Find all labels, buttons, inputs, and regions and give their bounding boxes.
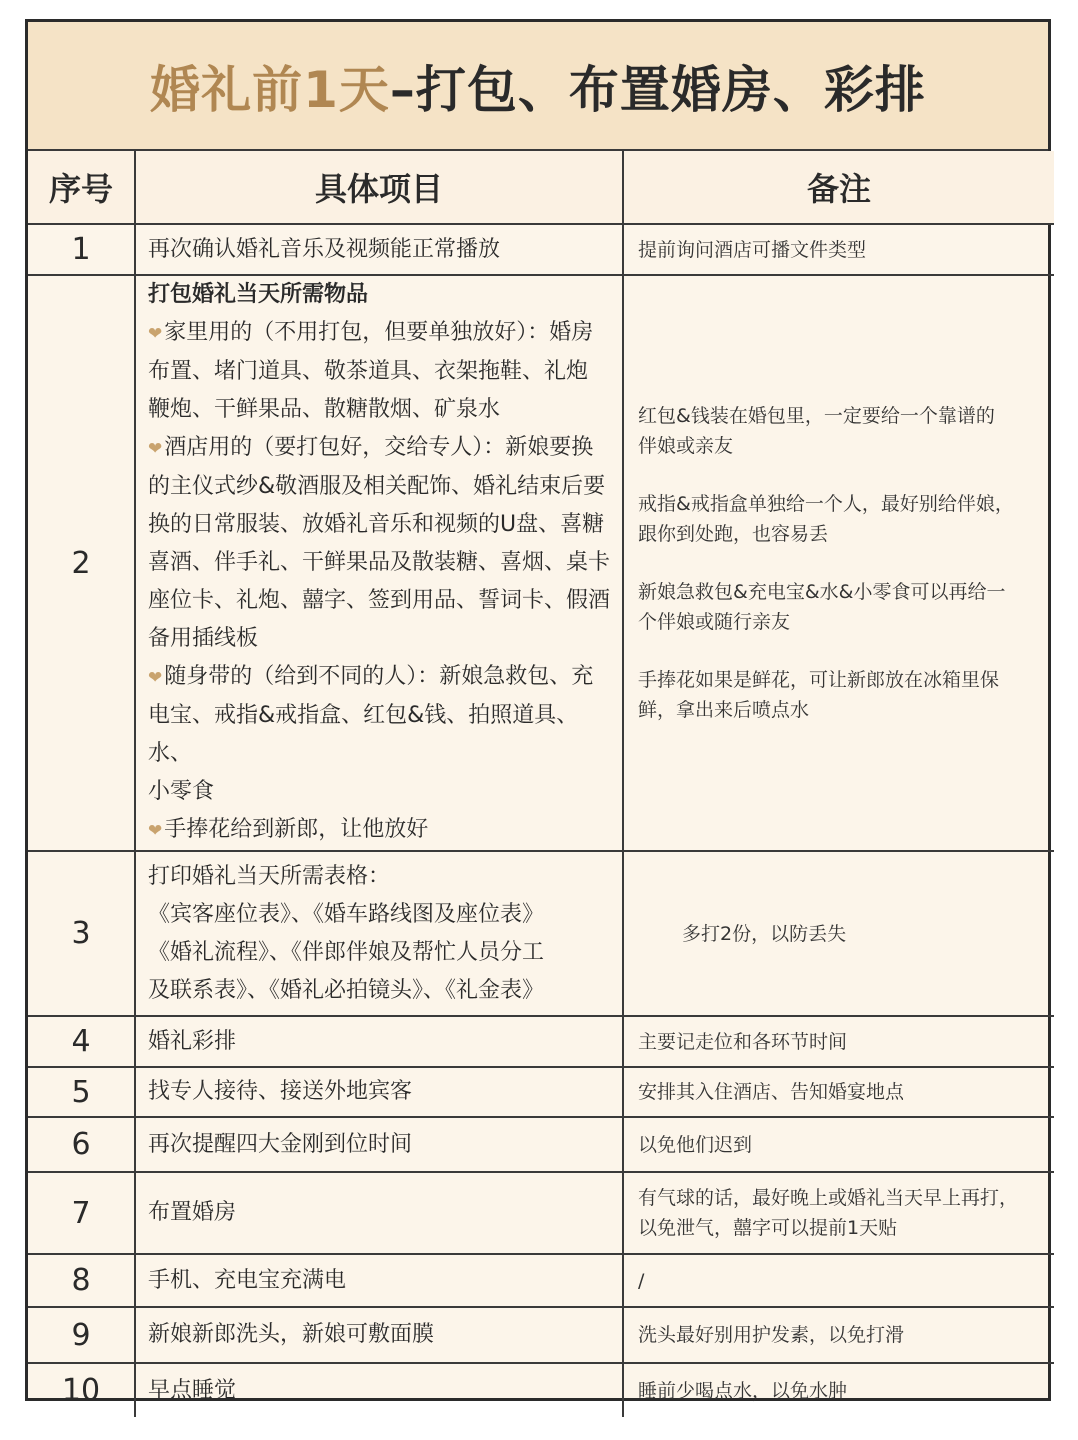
- group-line: 新娘要换: [505, 435, 594, 460]
- group-label: 酒店用的（要打包好，交给专人）：: [164, 435, 506, 460]
- group-line: 婚房: [549, 320, 594, 345]
- group-line: 小零食: [148, 779, 215, 804]
- row-item: 新娘新郎洗头，新娘可敷面膜: [135, 1307, 623, 1363]
- group-line: 鞭炮、干鲜果品、散糖散烟、矿泉水: [148, 397, 501, 422]
- group-line: 布置、堵门道具、敬茶道具、衣架拖鞋、礼炮: [148, 359, 589, 384]
- row-note: 以免他们迟到: [623, 1117, 1054, 1172]
- row-num: 5: [28, 1067, 135, 1117]
- note-line: 跟你到处跑，也容易丢: [638, 523, 829, 545]
- table-row: [28, 1016, 1054, 1067]
- heart-icon: ❤: [148, 324, 163, 344]
- row-item: 找专人接待、接送外地宾客: [135, 1067, 623, 1117]
- row-note: [623, 275, 1054, 851]
- page-title: [28, 22, 1048, 151]
- row-num: 6: [28, 1117, 135, 1172]
- table-row: [28, 1307, 1054, 1363]
- row-note: 睡前少喝点水，以免水肿: [623, 1363, 1054, 1417]
- row-num: 10: [28, 1363, 135, 1417]
- row-note: 主要记走位和各环节时间: [623, 1016, 1054, 1067]
- row-num: 9: [28, 1307, 135, 1363]
- item-group: [148, 811, 610, 850]
- item-group: [148, 658, 610, 811]
- table-row: [28, 1117, 1054, 1172]
- row-item: [135, 851, 623, 1016]
- group-label: 手捧花给到新郎，让他放好: [164, 817, 429, 842]
- row-item: 布置婚房: [135, 1172, 623, 1254]
- row-item: 婚礼彩排: [135, 1016, 623, 1067]
- note-line: 鲜，拿出来后喷点水: [638, 699, 810, 721]
- item-line: 《婚礼流程》、《伴郎伴娘及帮忙人员分工: [148, 939, 545, 965]
- header-item: 具体项目: [135, 151, 623, 224]
- note-line: 多打2份，以防丢失: [682, 922, 847, 945]
- row-item: 手机、充电宝充满电: [135, 1254, 623, 1307]
- item-group: [148, 314, 610, 429]
- schedule-sheet: [25, 19, 1051, 1408]
- table-row: [28, 1363, 1054, 1417]
- item-title: 打包婚礼当天所需物品: [148, 282, 369, 307]
- table-row: [28, 1067, 1054, 1117]
- row-item: 再次提醒四大金刚到位时间: [135, 1117, 623, 1172]
- group-line: 新娘急救包、充: [439, 664, 594, 689]
- note-paragraph: [638, 665, 1040, 725]
- note-paragraph: [638, 577, 1040, 637]
- table-row: [28, 275, 1054, 851]
- note-line: 新娘急救包&充电宝&水&小零食可以再给一: [638, 581, 1006, 603]
- title-highlight: 婚礼前1天: [150, 60, 390, 119]
- note-line: 手捧花如果是鲜花，可让新郎放在冰箱里保: [638, 669, 1000, 691]
- row-item: 再次确认婚礼音乐及视频能正常播放: [135, 224, 623, 275]
- note-line: 以免泄气，囍字可以提前1天贴: [638, 1217, 898, 1239]
- note-line: 有气球的话，最好晚上或婚礼当天早上再打，: [638, 1187, 1019, 1209]
- table-header-row: [28, 151, 1054, 224]
- row-item: 早点睡觉: [135, 1363, 623, 1417]
- row-note: [623, 1172, 1054, 1254]
- table-row: [28, 224, 1054, 275]
- group-line: 喜酒、伴手礼、干鲜果品及散装糖、喜烟、桌卡: [148, 550, 611, 575]
- note-line: 戒指&戒指盒单独给一个人，最好别给伴娘，: [638, 493, 1014, 515]
- schedule-table: [28, 151, 1054, 1417]
- table-row: [28, 1172, 1054, 1254]
- group-label: 家里用的（不用打包，但要单独放好）：: [164, 320, 550, 345]
- heart-icon: ❤: [148, 668, 163, 688]
- heart-icon: ❤: [148, 821, 163, 841]
- group-line: 换的日常服装、放婚礼音乐和视频的U盘、喜糖: [148, 512, 605, 537]
- item-group: [148, 429, 610, 658]
- note-line: 个伴娘或随行亲友: [638, 611, 791, 633]
- group-line: 电宝、戒指&戒指盒、红包&钱、拍照道具、水、: [148, 703, 579, 766]
- row-num: 3: [28, 851, 135, 1016]
- row-note: 洗头最好别用护发素，以免打滑: [623, 1307, 1054, 1363]
- row-note: /: [623, 1254, 1054, 1307]
- row-num: 1: [28, 224, 135, 275]
- header-num: 序号: [28, 151, 135, 224]
- heart-icon: ❤: [148, 439, 163, 459]
- header-note: 备注: [623, 151, 1054, 224]
- row-num: 8: [28, 1254, 135, 1307]
- group-label: 随身带的（给到不同的人）：: [164, 664, 440, 689]
- item-line: 打印婚礼当天所需表格：: [148, 863, 391, 889]
- note-paragraph: [638, 489, 1040, 549]
- note-line: 伴娘或亲友: [638, 435, 734, 457]
- row-num: 7: [28, 1172, 135, 1254]
- note-line: 红包&钱装在婚包里，一定要给一个靠谱的: [638, 405, 995, 427]
- group-line: 座位卡、礼炮、囍字、签到用品、誓词卡、假酒: [148, 588, 611, 613]
- note-paragraph: [638, 401, 1040, 461]
- item-line: 《宾客座位表》、《婚车路线图及座位表》: [148, 901, 545, 927]
- table-row: [28, 851, 1054, 1016]
- row-note: [623, 851, 1054, 1016]
- row-item: [135, 275, 623, 851]
- group-line: 的主仪式纱&敬酒服及相关配饰、婚礼结束后要: [148, 474, 606, 499]
- row-num: 2: [28, 275, 135, 851]
- item-line: 及联系表》、《婚礼必拍镜头》、《礼金表》: [148, 977, 545, 1003]
- row-note: 安排其入住酒店、告知婚宴地点: [623, 1067, 1054, 1117]
- title-rest: –打包、布置婚房、彩排: [389, 60, 926, 119]
- group-line: 备用插线板: [148, 626, 259, 651]
- row-note: 提前询问酒店可播文件类型: [623, 224, 1054, 275]
- table-row: [28, 1254, 1054, 1307]
- row-num: 4: [28, 1016, 135, 1067]
